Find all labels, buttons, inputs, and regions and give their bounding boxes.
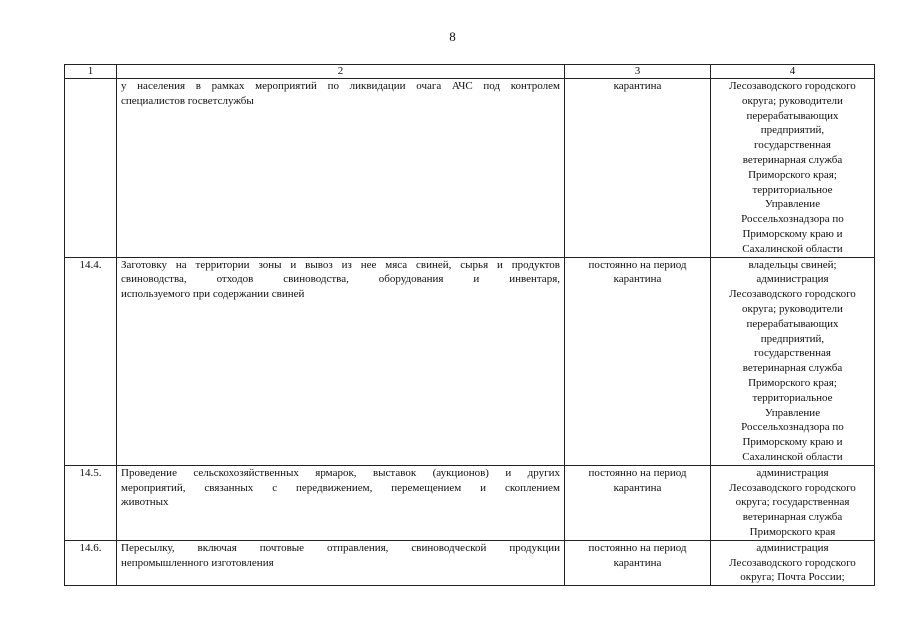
measure-term-line: карантина [613, 556, 662, 569]
measure-text-line: мероприятий, связанных с передвижением, перемещением и скоплением [121, 481, 560, 494]
measure-executors-line: администрация [756, 273, 829, 286]
measure-executors-line: округа; руководители [742, 94, 843, 107]
measure-term-line: постоянно на период [588, 258, 687, 271]
measure-term [565, 465, 711, 540]
measure-executors-line: округа; государственная [735, 496, 850, 509]
column-header: 1 [65, 65, 117, 79]
measure-executors-line: государственная [754, 347, 831, 360]
measure-term-line: карантина [613, 273, 662, 286]
measure-executors-line: округа; руководители [742, 302, 843, 315]
measure-text [117, 465, 565, 540]
measure-executors-line: предприятий, [760, 332, 825, 345]
measure-executors-line: предприятий, [760, 124, 825, 137]
measure-executors [711, 79, 875, 258]
table-row [65, 540, 875, 585]
measure-executors-line: Сахалинской области [742, 242, 843, 255]
item-number: 14.4. [65, 257, 117, 465]
measure-text [117, 79, 565, 258]
measure-executors-line: территориальное [752, 391, 833, 404]
measure-executors-line: Лесозаводского городского [729, 556, 856, 569]
measure-executors [711, 465, 875, 540]
measure-term-line: постоянно на период [588, 541, 687, 554]
measure-text-line: непромышленного изготовления [121, 556, 274, 569]
measure-executors-line: Приморского края [749, 525, 836, 538]
measure-executors [711, 257, 875, 465]
measure-term [565, 257, 711, 465]
item-number: 14.5. [65, 465, 117, 540]
measure-executors-line: владельцы свиней; [748, 258, 837, 271]
measure-executors-line: Управление [764, 406, 821, 419]
measure-text-line: Заготовку на территории зоны и вывоз из нее мяса свиней, сырья и продуктов [121, 258, 560, 271]
measure-executors-line: Россельхознадзора по [741, 213, 844, 226]
header-row [65, 65, 875, 79]
measure-executors-line: Приморского края; [748, 376, 837, 389]
measure-term-line: карантина [613, 481, 662, 494]
measure-executors-line: Лесозаводского городского [729, 481, 856, 494]
measure-executors-line: Сахалинской области [742, 450, 843, 463]
column-header: 3 [565, 65, 711, 79]
page-number: 8 [449, 29, 456, 44]
measure-text-line: Проведение сельскохозяйственных ярмарок, выставок (аукционов) и других [121, 466, 560, 479]
measure-text-line: свиноводства, отходов свиноводства, оборудования и инвентаря, [121, 273, 560, 286]
table-row [65, 79, 875, 258]
measure-executors-line: ветеринарная служба [742, 362, 843, 375]
measure-executors-line: территориальное [752, 183, 833, 196]
measure-executors-line: округа; Почта России; [740, 571, 845, 584]
measure-term [565, 540, 711, 585]
measure-executors-line: администрация [756, 466, 829, 479]
table-row [65, 465, 875, 540]
column-header: 4 [711, 65, 875, 79]
measure-executors-line: Приморского края; [748, 168, 837, 181]
column-header: 2 [117, 65, 565, 79]
measure-term-line: карантина [613, 80, 662, 92]
measure-term [565, 79, 711, 258]
measure-text-line: специалистов госветслужбы [121, 94, 254, 107]
measure-executors-line: перерабатывающих [746, 317, 839, 330]
measure-executors-line: перерабатывающих [746, 109, 839, 122]
measure-text-line: у населения в рамках мероприятий по ликвидации очага АЧС под контролем [121, 80, 560, 92]
measure-executors-line: Управление [764, 198, 821, 211]
table-row [65, 257, 875, 465]
measure-text-line: животных [121, 496, 169, 509]
measure-executors-line: ветеринарная служба [742, 153, 843, 166]
measure-executors-line: ветеринарная служба [742, 511, 843, 524]
measure-text-line: используемого при содержании свиней [121, 288, 305, 301]
measure-term-line: постоянно на период [588, 466, 687, 479]
measure-executors-line: Лесозаводского городского [729, 288, 856, 301]
measure-executors-line: Приморскому краю и [742, 436, 843, 449]
measure-executors-line: Лесозаводского городского [729, 80, 856, 92]
measure-executors-line: Приморскому краю и [742, 227, 843, 240]
item-number: 14.6. [65, 540, 117, 585]
measures-table [64, 64, 875, 586]
measure-text [117, 540, 565, 585]
measure-executors-line: администрация [756, 541, 829, 554]
measure-text [117, 257, 565, 465]
measure-text-line: Пересылку, включая почтовые отправления, свиноводческой продукции [121, 541, 560, 554]
item-number [65, 79, 117, 258]
measure-executors [711, 540, 875, 585]
measure-executors-line: Россельхознадзора по [741, 421, 844, 434]
measure-executors-line: государственная [754, 139, 831, 152]
